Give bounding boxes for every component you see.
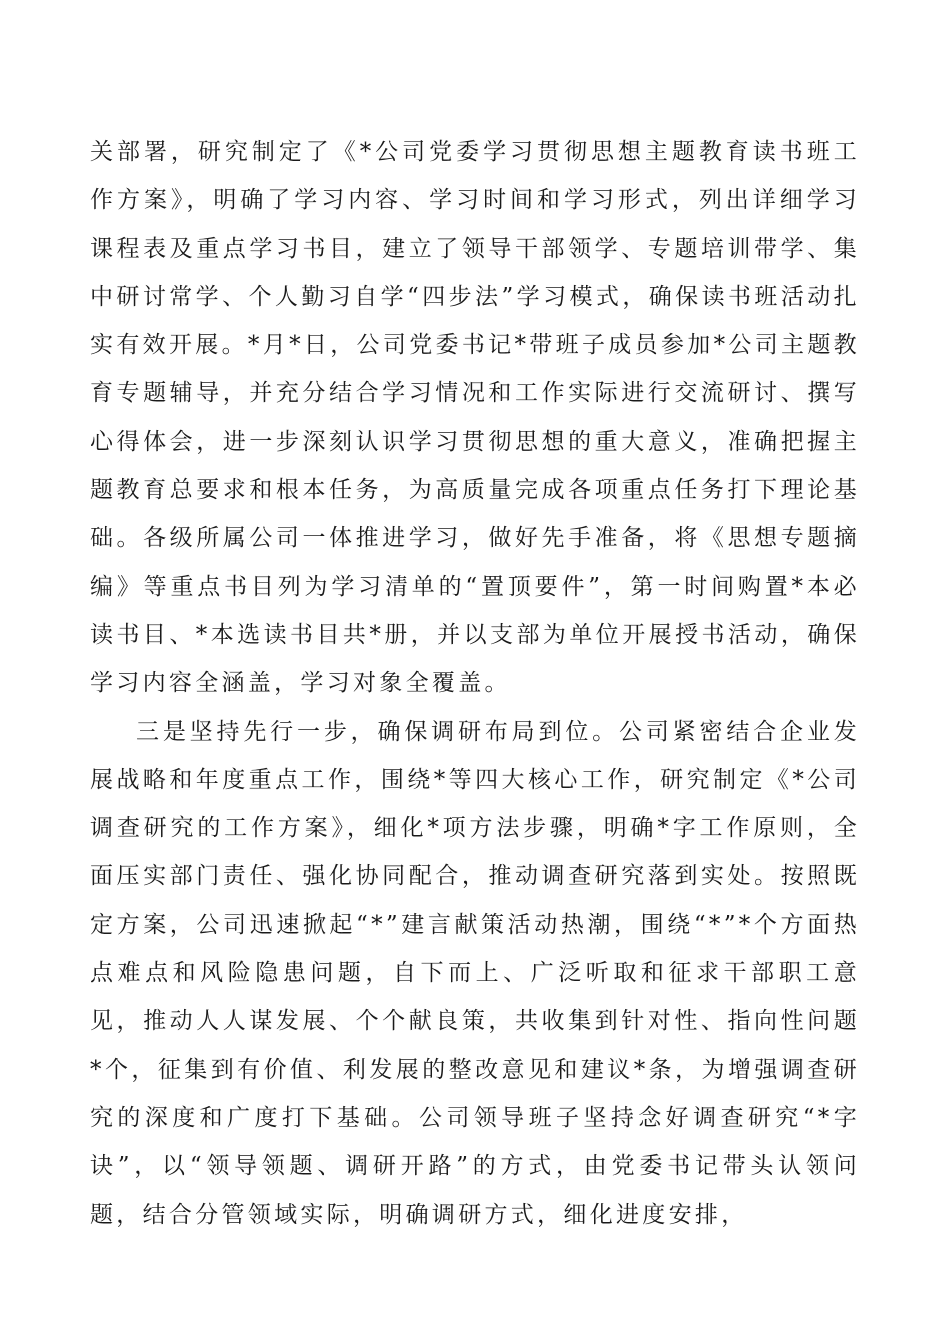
paragraph-continued: 关部署，研究制定了《*公司党委学习贯彻思想主题教育读书班工作方案》，明确了学习内容、学习时间和学习形式，列出详细学习课程表及重点学习书目，建立了领导干部领学、专题培训带学、集中研讨常学、个人勤习自学“四步法”学习模式，确保读书班活动扎实有效开展。*月*日，公司党委书记*带班子成员参加*公司主题教育专题辅导，并充分结合学习情况和工作实际进行交流研讨、撰写心得体会，进一步深刻认识学习贯彻思想的重大意义，准确把握主题教育总要求和根本任务，为高质量完成各项重点任务打下理论基础。各级所属公司一体推进学习，做好先手准备，将《思想专题摘编》等重点书目列为学习清单的“置顶要件”，第一时间购置*本必读书目、*本选读书目共*册，并以支部为单位开展授书活动，确保学习内容全涵盖，学习对象全覆盖。 <box>90 139 860 697</box>
paragraph-item-three: 三是坚持先行一步，确保调研布局到位。公司紧密结合企业发展战略和年度重点工作，围绕*等四大核心工作，研究制定《*公司调查研究的工作方案》，细化*项方法步骤，明确*字工作原则，全面压实部门责任、强化协同配合，推动调查研究落到实处。按照既定方案，公司迅速掀起“*”建言献策活动热潮，围绕“*”*个方面热点难点和风险隐患问题，自下而上、广泛听取和征求干部职工意见，推动人人谋发展、个个献良策，共收集到针对性、指向性问题*个，征集到有价值、利发展的整改意见和建议*条，为增强调查研究的深度和广度打下基础。公司领导班子坚持念好调查研究“*字诀”，以“领导领题、调研开路”的方式，由党委书记带头认领问题，结合分管领域实际，明确调研方式，细化进度安排， <box>90 718 860 1228</box>
document-body <box>90 128 860 1239</box>
